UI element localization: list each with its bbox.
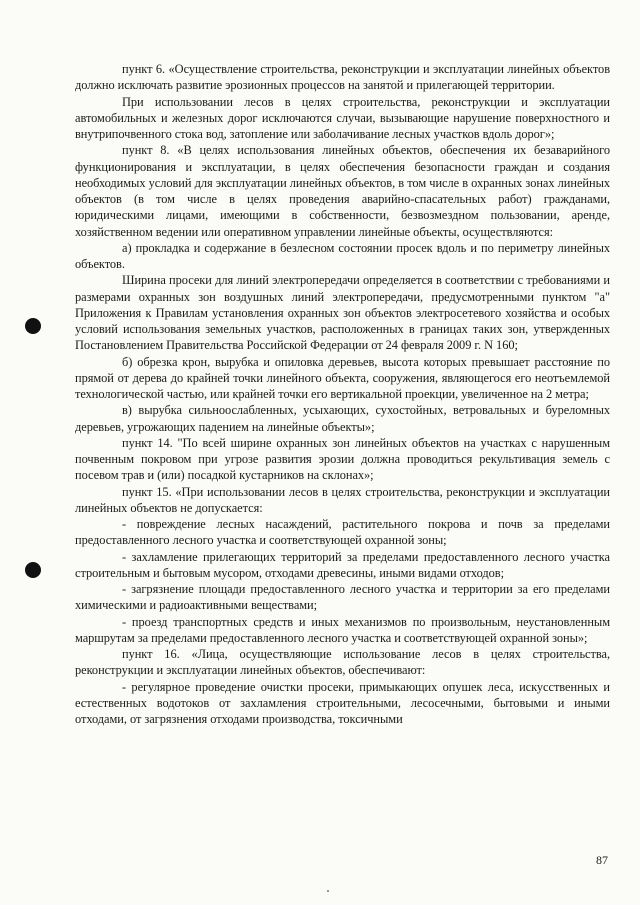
paragraph: При использовании лесов в целях строительства, реконструкции и эксплуатации автомобильных и железных дорог исключаются случаи, вызывающие нарушение поверхностного и внутрипочвенного стока вод, затопление или заболачивание лесных участков вдоль дорог»; — [75, 94, 610, 141]
paragraph: пункт 15. «При использовании лесов в целях строительства, реконструкции и эксплуатации линейных объектов не допускается: — [75, 484, 610, 515]
scan-speck — [327, 890, 329, 892]
document-body — [75, 61, 610, 727]
paragraph: пункт 14. "По всей ширине охранных зон линейных объектов на участках с нарушенным почвенным покровом при угрозе развития эрозии должна проводиться рекультивация земель с посевом трав и (или) посадкой кустарников на склонах»; — [75, 435, 610, 483]
paragraph: а) прокладка и содержание в безлесном состоянии просек вдоль и по периметру линейных объектов. — [75, 240, 610, 271]
page-number: 87 — [596, 853, 608, 867]
punch-hole-mark — [25, 562, 41, 578]
paragraph: - проезд транспортных средств и иных механизмов по произвольным, неустановленным маршрутам за пределами предоставленного лесного участка и соответствующей охранной зоны»; — [75, 614, 610, 645]
paragraph: - повреждение лесных насаждений, растительного покрова и почв за пределами предоставленного лесного участка и соответствующей охранной зоны; — [75, 517, 610, 548]
paragraph: - загрязнение площади предоставленного лесного участка и территории за его пределами химическими и радиоактивными веществами; — [75, 582, 610, 613]
paragraph: в) вырубка сильноослабленных, усыхающих, сухостойных, ветровальных и буреломных деревьев, угрожающих падением на линейные объекты»; — [75, 403, 610, 434]
paragraph: Ширина просеки для линий электропередачи определяется в соответствии с требованиями и размерами охранных зон воздушных линий электропередачи, предусмотренными пунктом "а" Приложения к Правилам установления охранных зон объектов электросетевого хозяйства и особых условий использования земельных участков, расположенных в границах таких зон, утвержденных Постановлением Правительства Российской Федерации от 24 февраля 2009 г. N 160; — [75, 273, 610, 353]
punch-hole-mark — [25, 318, 41, 334]
paragraph: - захламление прилегающих территорий за пределами предоставленного лесного участка строительным и бытовым мусором, отходами древесины, иными видами отходов; — [75, 549, 610, 580]
paragraph: пункт 6. «Осуществление строительства, реконструкции и эксплуатации линейных объектов должно исключать развитие эрозионных процессов на занятой и прилегающей территории. — [75, 62, 610, 93]
paragraph: б) обрезка крон, вырубка и опиловка деревьев, высота которых превышает расстояние по прямой от дерева до крайней точки линейного объекта, сооружения, являющегося его неотъемлемой технологической частью, или крайней точки его вертикальной проекции, увеличенное на 2 метра; — [75, 354, 610, 401]
paragraph: пункт 16. «Лица, осуществляющие использование лесов в целях строительства, реконструкции и эксплуатации линейных объектов, обеспечивают: — [75, 647, 610, 678]
paragraph: - регулярное проведение очистки просеки, примыкающих опушек леса, искусственных и естественных водотоков от захламления строительными, лесосечными, бытовыми и иными отходами, от загрязнения отходами производства, токсичными — [75, 679, 610, 726]
paragraph: пункт 8. «В целях использования линейных объектов, обеспечения их безаварийного функционирования и эксплуатации, в целях обеспечения безопасности граждан и создания необходимых условий для эксплуатации линейных объектов, в том числе в охранных зонах линейных объектов (в том числе в целях проведения аварийно-спасательных работ) гражданами, юридическими лицами, имеющими в собственности, безвозмездном пользовании, аренде, хозяйственном ведении или оперативном управлении линейные объекты, осуществляются: — [75, 143, 610, 239]
